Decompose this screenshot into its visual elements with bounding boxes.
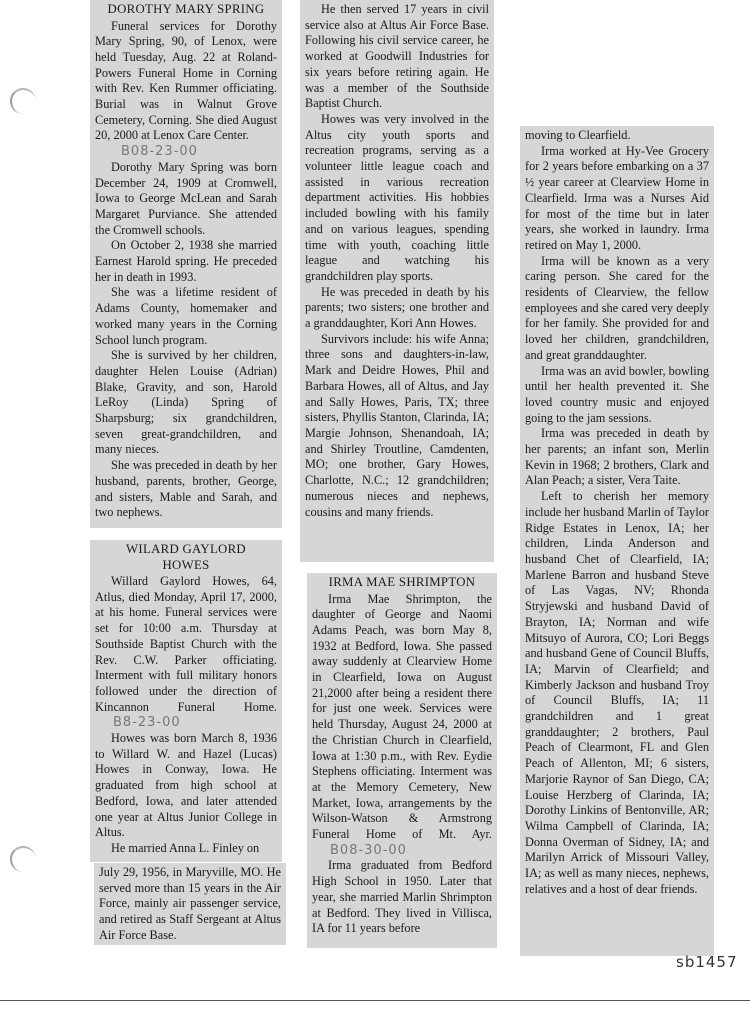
paragraph: Irma Mae Shrimpton, the daughter of George and Naomi Adams Peach, was born May 8, 1932 at Bedford, Iowa. She passed away suddenly at Clearview Home in Clearfield, Iowa on August 21,2000 after being a resident there for just one week. Services were held Thursday, August 24, 2000 at the Christian Church in Clearfield, Iowa at 1:30 p.m., with Rev. Eydie Stephens officiating. Interment was at the Memory Cemetery, New Market, Iowa, arrangements by the Wilson-Watson & Armstrong Funeral Home of Mt. Ayr. B08-30-00 bbox=[312, 591, 492, 858]
paragraph: Dorothy Mary Spring was born December 24, 1909 at Cromwell, Iowa to George McLean and Sarah Margaret Purviance. She attended the Cromwell schools. bbox=[95, 159, 277, 237]
paragraph: Irma will be known as a very caring person. She cared for the residents of Clearview, the fellow employees and she cared very deeply for her family. She provided for and loved her children, grandchildren, and great granddaughter. bbox=[525, 253, 709, 362]
handwritten-date: B08-23-00 bbox=[121, 144, 198, 160]
paragraph: Survivors include: his wife Anna; three sons and daughters-in-law, Mark and Deidre Howes, Phil and Barbara Howes, all of Altus, and Jay and Sally Howes, Paris, TX; three sisters, Phyllis Stanton, Clarinda, IA; Margie Johnson, Shenandoah, IA; and Shirley Troutline, Camdenten, MO; one brother, Gary Howes, Charlotte, N.C.; 12 grandchildren; numerous nieces and nephews, cousins and many friends. bbox=[305, 331, 489, 519]
paragraph: She was preceded in death by her husband, parents, brother, George, and sisters, Mable and Sarah, and two nephews. bbox=[95, 458, 277, 520]
paragraph: On October 2, 1938 she married Earnest Harold spring. He preceded her in death in 1993. bbox=[95, 238, 277, 284]
obituary-spring bbox=[90, 0, 282, 528]
handwritten-date: B8-23-00 bbox=[113, 715, 181, 731]
catalog-number: sb1457 bbox=[676, 953, 738, 971]
paragraph: Howes was very involved in the Altus city youth sports and recreation programs, serving as a volunteer little league coach and assisted in various recreation department activities. His hobbies included bowling with his family and on various leagues, spending time with youth, coaching little league and watching his grandchildren play sports. bbox=[305, 111, 489, 283]
paragraph: Funeral services for Dorothy Mary Spring, 90, of Lenox, were held Tuesday, Aug. 22 at Roland-Powers Funeral Home in Corning with Rev. Ken Rummer officiating. Burial was in Walnut Grove Cemetery, Corning. She died August 20, 2000 at Lenox Care Center. B08-23-00 bbox=[95, 18, 277, 160]
obituary-shrimpton-part1 bbox=[307, 573, 497, 948]
paragraph: Irma was preceded in death by her parents; an infant son, Merlin Kevin in 1968; 2 brothers, Clark and Alan Peach; a sister, Vera Taite. bbox=[525, 426, 709, 488]
obituary-title: IRMA MAE SHRIMPTON bbox=[328, 575, 476, 589]
binder-hole-top bbox=[10, 88, 36, 114]
paragraph: Howes was born March 8, 1936 to Willard W. and Hazel (Lucas) Howes in Conway, Iowa. He graduated from high school at Bedford, Iowa, and later attended one year at Altus Junior College in Altus. bbox=[95, 731, 277, 840]
paragraph: moving to Clearfield. bbox=[525, 128, 631, 142]
binder-hole-bottom bbox=[10, 846, 36, 872]
obituary-title: WILARD GAYLORD HOWES bbox=[126, 542, 246, 572]
paragraph: Left to cherish her memory include her husband Marlin of Taylor Ridge Estates in Lenox, IA; her children, Linda Anderson and husband Chet of Clearfield, IA; Marlene Barron and husband Steve of Las Vagas, NV; Rhonda Stryjewski and husband David of Brayton, IA; Norman and wife Mitsuyo of Aurora, CO; Lori Beggs and husband Gene of Council Bluffs, IA; Marvin of Clearfield; and Kimberly Jackson and husband Troy of Council Bluffs, IA; 11 grandchildren and 1 great granddaughter; 2 brothers, Paul Peach of Clearmont, FL and Glen Peach of Allenton, MI; 6 sisters, Marjorie Raynor of San Diego, CA; Louise Herzberg of Clarinda, IA; Dorothy Linkins of Bentonville, AR; Wilma Campbell of Clarinda, IA; Donna Overman of Sidney, IA; and Marilyn Arrick of Missouri Valley, IA; as well as many nieces, nephews, relatives and a host of dear friends. bbox=[525, 489, 709, 896]
paragraph: He then served 17 years in civil service also at Altus Air Force Base. Following his civil service career, he worked at Goodwill Industries for six years before retiring again. He was a member of the Southside Baptist Church. bbox=[305, 2, 489, 111]
obituary-howes-part2 bbox=[94, 863, 286, 945]
paragraph: He was preceded in death by his parents; two sisters; one brother and a granddaughter, Kori Ann Howes. bbox=[305, 284, 489, 331]
obituary-howes-part1 bbox=[90, 540, 282, 862]
page-edge bbox=[0, 1000, 750, 1001]
paragraph: Irma was an avid bowler, bowling until her health prevented it. She loved country music and enjoyed going to the jam sessions. bbox=[525, 363, 709, 425]
paragraph: July 29, 1956, in Maryville, MO. He served more than 15 years in the Air Force, mainly air passenger service, and retired as Staff Sergeant at Altus Air Force Base. bbox=[99, 865, 281, 942]
paragraph: Willard Gaylord Howes, 64, Atlus, died Monday, April 17, 2000, at his home. Funeral services were set for 10:00 a.m. Thursday at Southside Baptist Church with the Rev. C.W. Parker officiating. Interment with full military honors followed under the direction of Kincannon Funeral Home. B8-23-00 bbox=[95, 574, 277, 731]
handwritten-date: B08-30-00 bbox=[330, 842, 407, 858]
obituary-shrimpton-part2 bbox=[520, 126, 714, 956]
paragraph: He married Anna L. Finley on bbox=[111, 840, 260, 855]
paragraph: Irma worked at Hy-Vee Grocery for 2 years before embarking on a 37 ½ year career at Clearview Home in Clearfield. Irma was a Nurses Aid for most of the time but in later years, she worked in laundry. Irma retired on May 1, 2000. bbox=[525, 143, 709, 252]
obituary-howes-part3 bbox=[300, 0, 494, 562]
paragraph: She is survived by her children, daughter Helen Louise (Adrian) Blake, Gravity, and son, Harold LeRoy (Linda) Spring of Sharpsburg; six grandchildren, seven great-grandchildren, and many nieces. bbox=[95, 348, 277, 457]
paragraph: She was a lifetime resident of Adams County, homemaker and worked many years in the Corning School lunch program. bbox=[95, 285, 277, 347]
paragraph: Irma graduated from Bedford High School in 1950. Later that year, she married Marlin Shrimpton at Bedford. They lived in Villisca, IA for 11 years before bbox=[312, 858, 492, 936]
obituary-title: DOROTHY MARY SPRING bbox=[107, 2, 265, 16]
